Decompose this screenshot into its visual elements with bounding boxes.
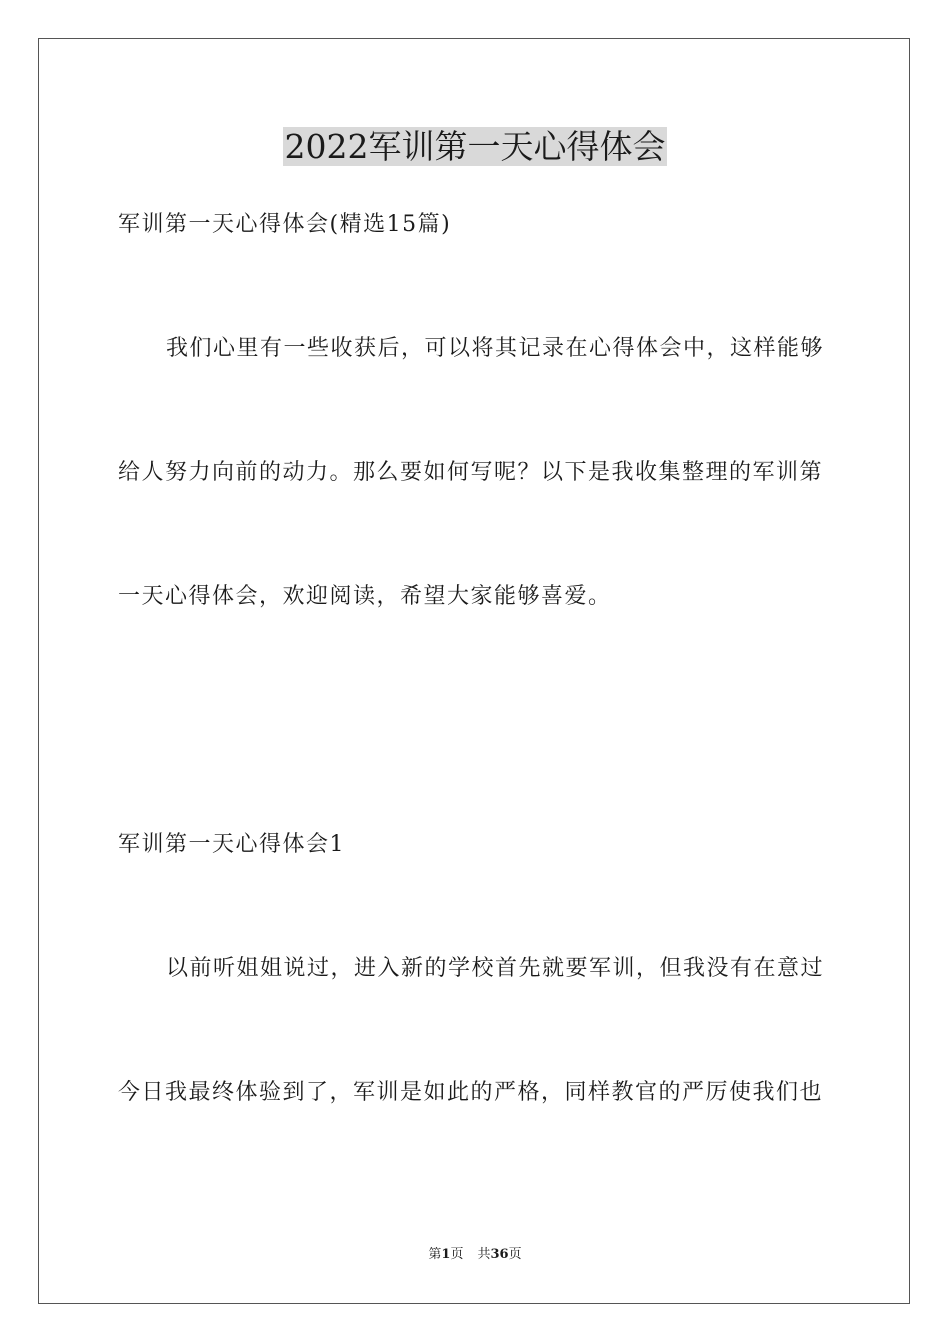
document-subtitle: 军训第一天心得体会(精选15篇): [118, 212, 452, 237]
intro-line-1: 我们心里有一些收获后，可以将其记录在心得体会中，这样能够: [166, 336, 825, 361]
footer-page-prefix: 第: [428, 1247, 442, 1262]
document-title: [0, 124, 950, 170]
section-heading: 军训第一天心得体会1: [118, 832, 345, 857]
footer-page-number: 1: [441, 1247, 451, 1262]
footer-total-suffix: 页: [508, 1247, 522, 1262]
footer-total-pages: 36: [490, 1247, 509, 1262]
footer-total-prefix: 共: [477, 1247, 491, 1262]
document-title-text: 2022军训第一天心得体会: [284, 127, 666, 166]
intro-line-3: 一天心得体会，欢迎阅读，希望大家能够喜爱。: [118, 584, 612, 609]
intro-line-2: 给人努力向前的动力。那么要如何写呢？以下是我收集整理的军训第: [118, 460, 824, 485]
page-footer: [0, 1246, 950, 1264]
section-line-1: 以前听姐姐说过，进入新的学校首先就要军训，但我没有在意过: [166, 956, 825, 981]
footer-page-suffix: 页: [450, 1247, 464, 1262]
section-line-2: 今日我最终体验到了，军训是如此的严格，同样教官的严厉使我们也: [118, 1080, 824, 1105]
